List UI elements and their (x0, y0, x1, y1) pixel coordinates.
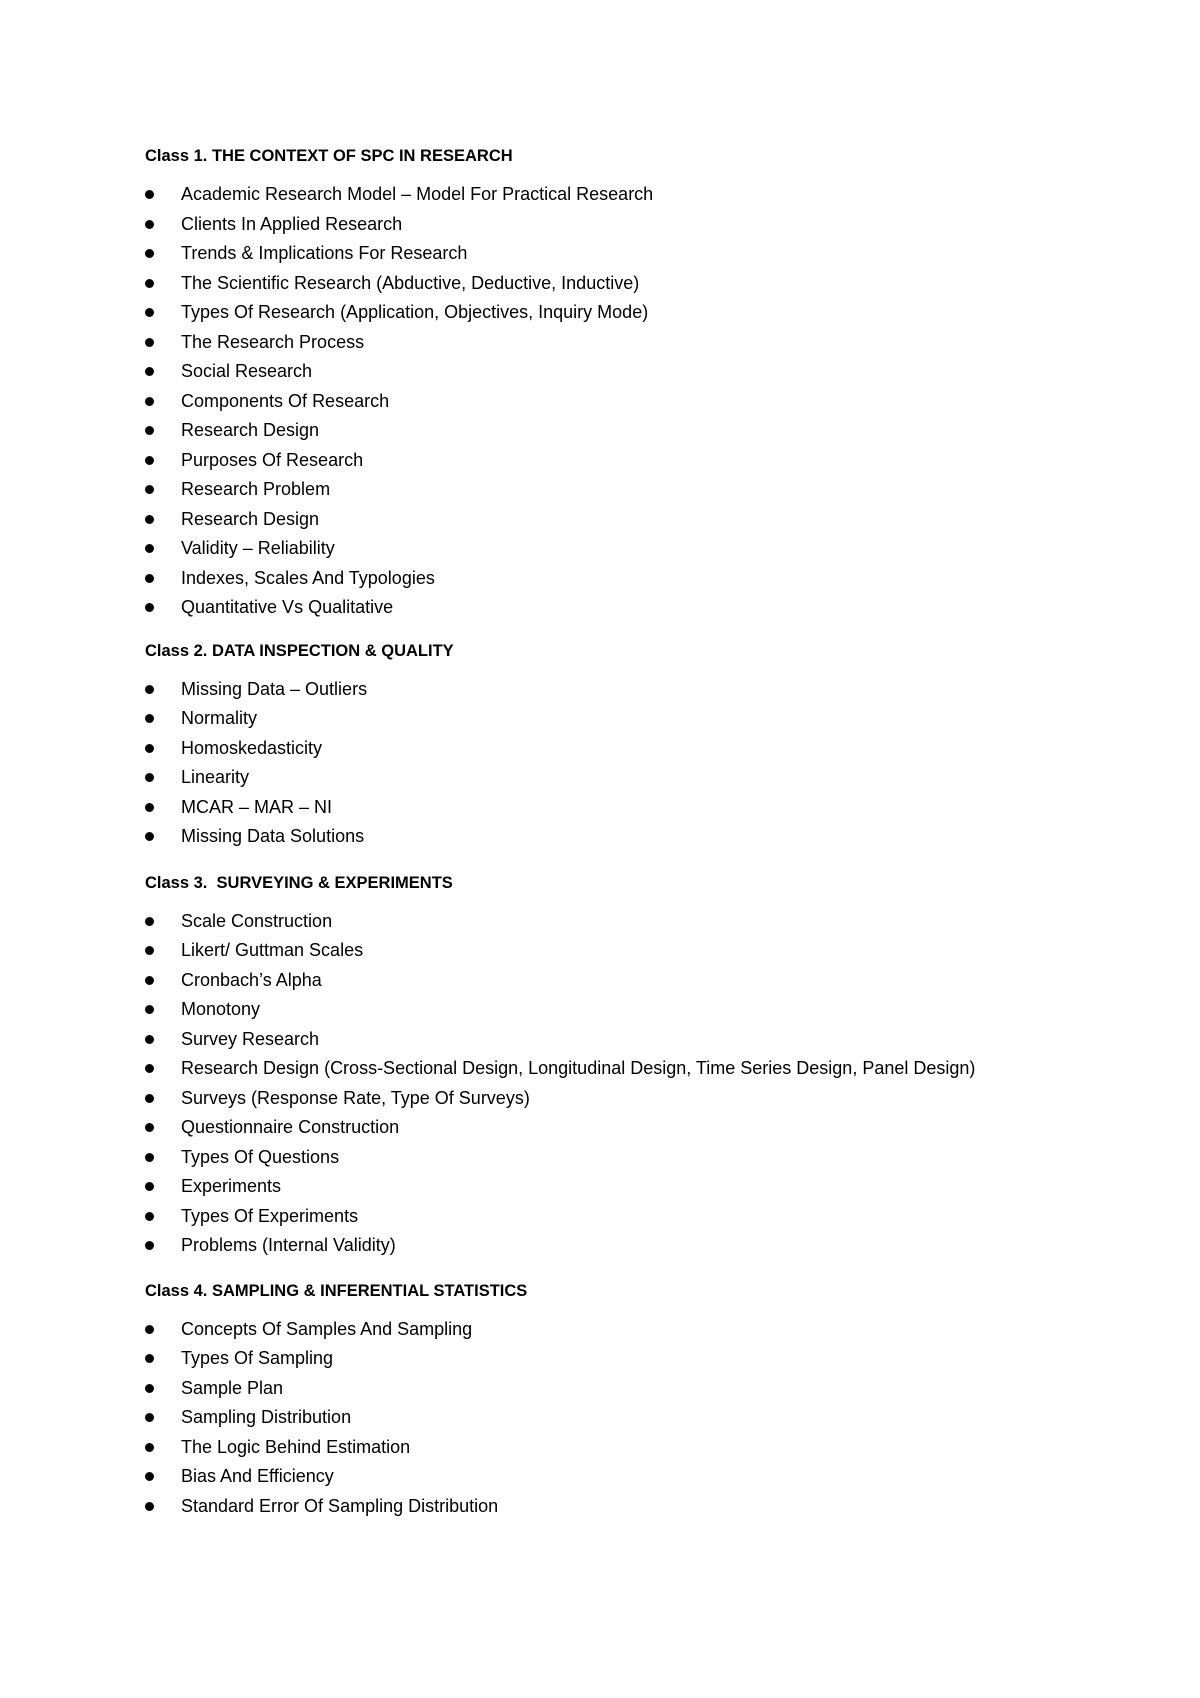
class-1-topic-list (145, 184, 1145, 627)
topic-label: Experiments (181, 1176, 282, 1196)
bullet-icon (145, 773, 154, 782)
list-item (145, 797, 1145, 827)
bullet-icon (145, 1443, 154, 1452)
topic-label: Types Of Sampling (181, 1348, 334, 1368)
topic-label: Research Design (181, 420, 320, 440)
list-item (145, 1407, 1145, 1437)
list-item (145, 450, 1145, 480)
list-item (145, 1147, 1145, 1177)
list-item (145, 708, 1145, 738)
list-item (145, 214, 1145, 244)
list-item (145, 479, 1145, 509)
topic-label: Sampling Distribution (181, 1407, 352, 1427)
list-item (145, 738, 1145, 768)
topic-label: Normality (181, 708, 258, 728)
class-2-section (145, 641, 1145, 856)
list-item (145, 1088, 1145, 1118)
bullet-icon (145, 279, 154, 288)
list-item (145, 1466, 1145, 1496)
list-item (145, 1437, 1145, 1467)
class-3-section (145, 873, 1145, 1265)
list-item (145, 1058, 1145, 1088)
topic-label: Survey Research (181, 1028, 320, 1049)
topic-label: Standard Error Of Sampling Distribution (181, 1495, 499, 1516)
list-item (145, 184, 1145, 214)
list-item (145, 597, 1145, 627)
topic-label: Questionnaire Construction (181, 1117, 400, 1137)
topic-label: MCAR – MAR – NI (181, 796, 333, 817)
topic-label: The Scientific Research (Abductive, Deductive, Inductive) (181, 272, 640, 293)
class-1-section (145, 146, 1145, 627)
section-spacer (145, 856, 1145, 873)
bullet-icon (145, 1064, 154, 1073)
topic-label: Cronbach’s Alpha (181, 969, 322, 990)
topic-label: Purposes Of Research (181, 449, 364, 470)
topic-label: Types Of Experiments (181, 1205, 359, 1226)
list-item (145, 1206, 1145, 1236)
bullet-icon (145, 1212, 154, 1221)
list-item (145, 538, 1145, 568)
list-item (145, 509, 1145, 539)
topic-label: Research Design (Cross-Sectional Design, Longitudinal Design, Time Series Design, Panel Design) (181, 1058, 976, 1078)
list-item (145, 999, 1145, 1029)
list-item (145, 273, 1145, 303)
topic-label: Concepts Of Samples And Sampling (181, 1318, 473, 1339)
bullet-icon (145, 426, 154, 435)
topic-label: Components Of Research (181, 390, 390, 411)
bullet-icon (145, 832, 154, 841)
bullet-icon (145, 1384, 154, 1393)
class-4-topic-list (145, 1319, 1145, 1526)
bullet-icon (145, 249, 154, 258)
topic-label: Surveys (Response Rate, Type Of Surveys) (181, 1087, 530, 1108)
bullet-icon (145, 574, 154, 583)
list-item (145, 679, 1145, 709)
bullet-icon (145, 685, 154, 694)
topic-label: Validity – Reliability (181, 538, 335, 558)
bullet-icon (145, 1502, 154, 1511)
list-item (145, 826, 1145, 856)
list-item (145, 940, 1145, 970)
list-item (145, 361, 1145, 391)
list-item (145, 243, 1145, 273)
list-item (145, 391, 1145, 421)
section-spacer (145, 1265, 1145, 1281)
topic-label: Scale Construction (181, 910, 333, 931)
bullet-icon (145, 803, 154, 812)
list-item (145, 1235, 1145, 1265)
bullet-icon (145, 456, 154, 465)
topic-label: Indexes, Scales And Typologies (181, 567, 435, 588)
bullet-icon (145, 1153, 154, 1162)
bullet-icon (145, 1035, 154, 1044)
bullet-icon (145, 1094, 154, 1103)
document-page (145, 146, 1145, 1525)
list-item (145, 1117, 1145, 1147)
topic-label: Bias And Efficiency (181, 1466, 334, 1486)
list-item (145, 302, 1145, 332)
topic-label: Homoskedasticity (181, 737, 323, 758)
class-2-heading: Class 2. DATA INSPECTION & QUALITY (145, 641, 454, 660)
bullet-icon (145, 1354, 154, 1363)
list-item (145, 1029, 1145, 1059)
topic-label: The Logic Behind Estimation (181, 1436, 411, 1457)
class-2-topic-list (145, 679, 1145, 856)
list-item (145, 767, 1145, 797)
topic-label: Research Problem (181, 479, 331, 499)
bullet-icon (145, 1123, 154, 1132)
list-item (145, 1319, 1145, 1349)
list-item (145, 1176, 1145, 1206)
bullet-icon (145, 603, 154, 612)
bullet-icon (145, 946, 154, 955)
topic-label: Missing Data Solutions (181, 826, 365, 846)
topic-label: Likert/ Guttman Scales (181, 940, 364, 960)
bullet-icon (145, 485, 154, 494)
class-4-heading: Class 4. SAMPLING & INFERENTIAL STATISTICS (145, 1281, 528, 1300)
topic-label: Quantitative Vs Qualitative (181, 597, 394, 617)
bullet-icon (145, 1241, 154, 1250)
section-spacer (145, 627, 1145, 641)
bullet-icon (145, 515, 154, 524)
list-item (145, 568, 1145, 598)
class-1-heading: Class 1. THE CONTEXT OF SPC IN RESEARCH (145, 147, 513, 165)
list-item (145, 420, 1145, 450)
topic-label: Clients In Applied Research (181, 213, 403, 234)
bullet-icon (145, 367, 154, 376)
bullet-icon (145, 397, 154, 406)
bullet-icon (145, 1472, 154, 1481)
topic-label: Missing Data – Outliers (181, 678, 368, 699)
topic-label: Trends & Implications For Research (181, 243, 468, 263)
bullet-icon (145, 190, 154, 199)
topic-label: Social Research (181, 361, 313, 381)
topic-label: Research Design (181, 508, 320, 529)
bullet-icon (145, 714, 154, 723)
list-item (145, 1378, 1145, 1408)
topic-label: Sample Plan (181, 1377, 284, 1398)
class-3-heading: Class 3. SURVEYING & EXPERIMENTS (145, 873, 453, 892)
bullet-icon (145, 1325, 154, 1334)
list-item (145, 911, 1145, 941)
bullet-icon (145, 338, 154, 347)
list-item (145, 970, 1145, 1000)
bullet-icon (145, 1005, 154, 1014)
bullet-icon (145, 1182, 154, 1191)
topic-label: Types Of Questions (181, 1146, 340, 1167)
topic-label: Academic Research Model – Model For Practical Research (181, 184, 654, 204)
bullet-icon (145, 976, 154, 985)
class-4-section (145, 1281, 1145, 1526)
topic-label: Monotony (181, 999, 261, 1019)
bullet-icon (145, 220, 154, 229)
bullet-icon (145, 1413, 154, 1422)
topic-label: The Research Process (181, 331, 365, 352)
bullet-icon (145, 308, 154, 317)
list-item (145, 1348, 1145, 1378)
topic-label: Linearity (181, 767, 250, 787)
bullet-icon (145, 544, 154, 553)
topic-label: Problems (Internal Validity) (181, 1235, 396, 1255)
list-item (145, 1496, 1145, 1526)
topic-label: Types Of Research (Application, Objectives, Inquiry Mode) (181, 302, 649, 322)
bullet-icon (145, 917, 154, 926)
bullet-icon (145, 744, 154, 753)
list-item (145, 332, 1145, 362)
class-3-topic-list (145, 911, 1145, 1265)
